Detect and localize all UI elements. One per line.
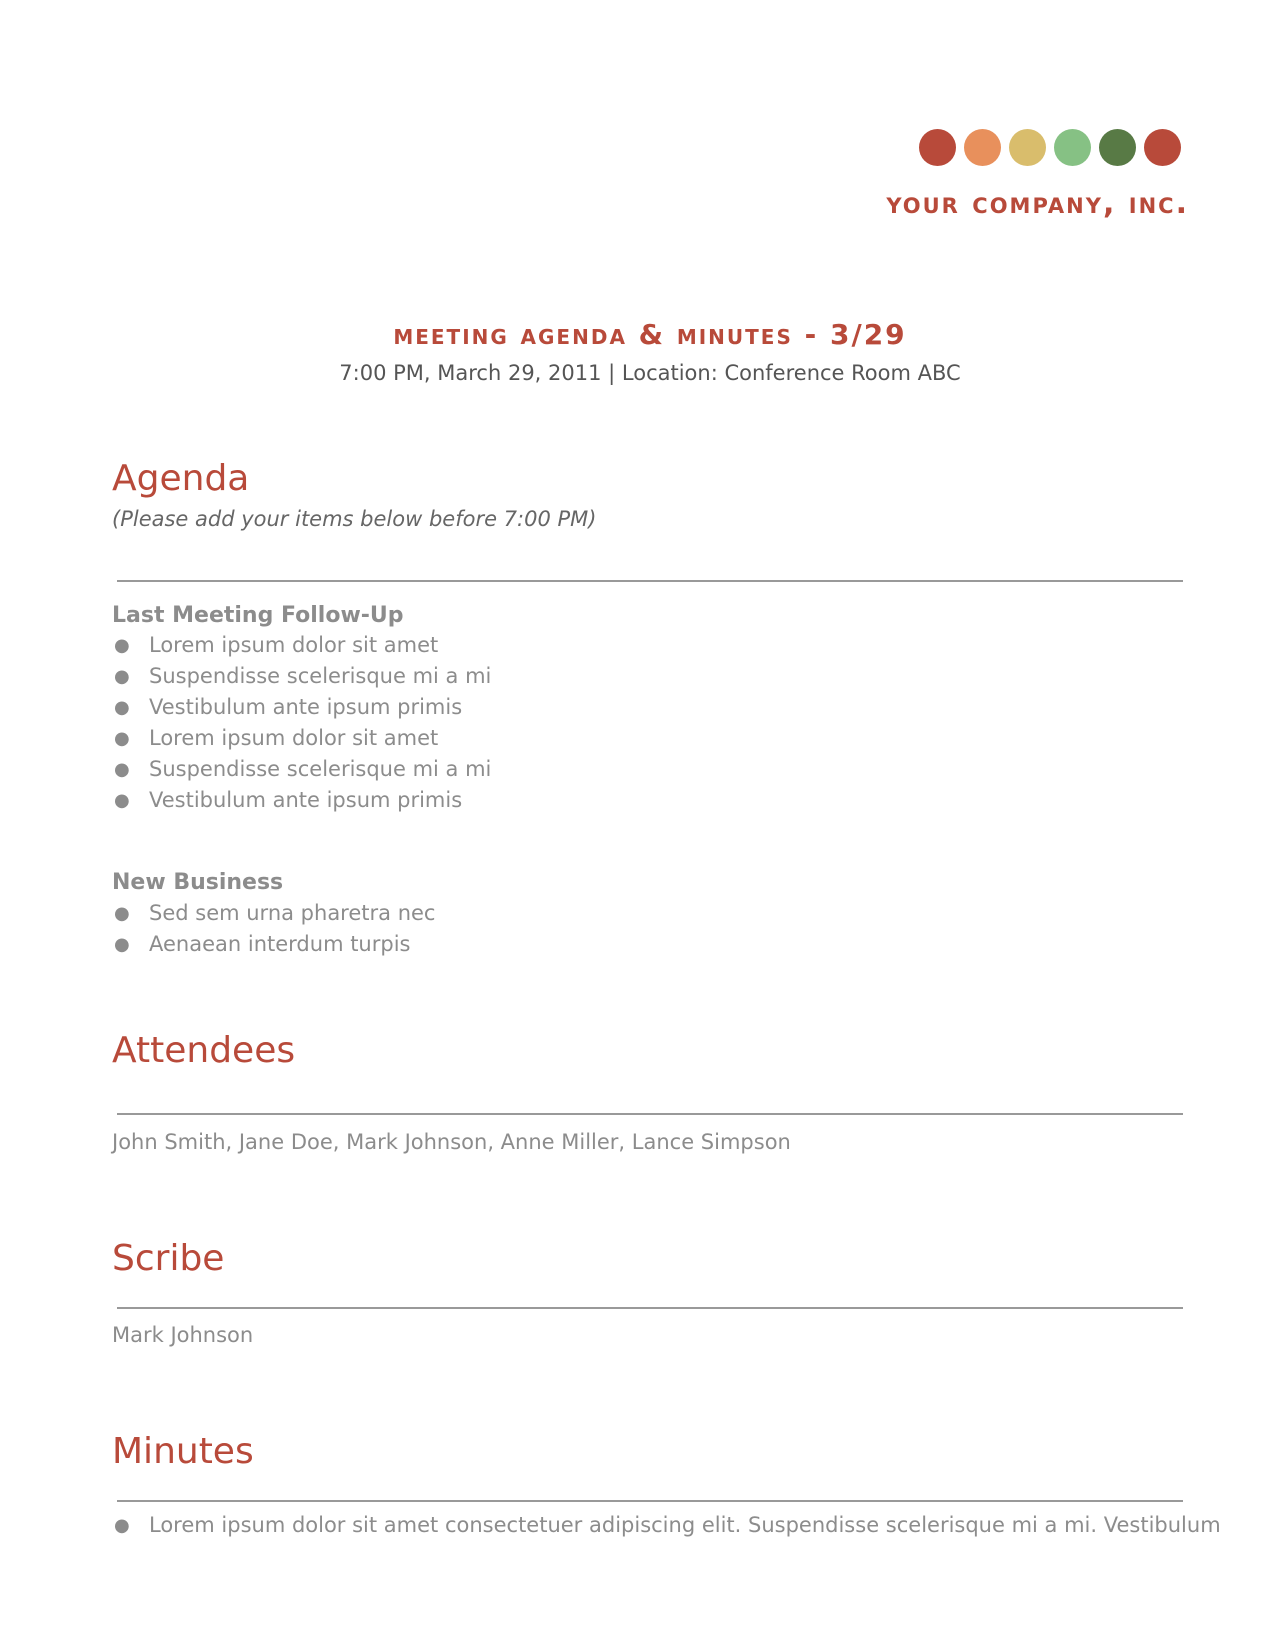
- logo-dot-3: [1009, 129, 1046, 166]
- list-item-text: Lorem ipsum dolor sit amet: [149, 633, 439, 657]
- list-item: [112, 723, 491, 754]
- meeting-subtitle: 7:00 PM, March 29, 2011 | Location: Conference Room ABC: [339, 361, 961, 385]
- bullet-icon: ●: [114, 934, 130, 955]
- list-item: [112, 692, 491, 723]
- agenda-group-heading: New Business: [112, 870, 284, 895]
- list-item: [112, 661, 491, 692]
- list-item: [112, 785, 491, 816]
- agenda-note: (Please add your items below before 7:00 PM): [112, 507, 597, 531]
- bullet-icon: ●: [114, 697, 130, 718]
- logo-dot-2: [964, 129, 1001, 166]
- logo-dot-4: [1054, 129, 1091, 166]
- logo-dot-1: [919, 129, 956, 166]
- list-item: [112, 929, 435, 960]
- list-item-text: Lorem ipsum dolor sit amet consectetuer adipiscing elit. Suspendisse scelerisque mi a mi. Vestibulum: [149, 1513, 1221, 1537]
- list-item: [112, 754, 491, 785]
- list-item: [112, 630, 491, 661]
- list-item: [112, 1510, 1221, 1541]
- bullet-icon: ●: [114, 1515, 130, 1536]
- bullet-icon: ●: [114, 903, 130, 924]
- bullet-icon: ●: [114, 728, 130, 749]
- minutes-divider: [117, 1500, 1183, 1502]
- bullet-icon: ●: [114, 635, 130, 656]
- attendees-divider: [117, 1113, 1183, 1115]
- company-name: your company, inc.: [886, 186, 1189, 221]
- bullet-icon: ●: [114, 759, 130, 780]
- agenda-divider: [117, 580, 1183, 582]
- list-item-text: Aenaean interdum turpis: [149, 932, 411, 956]
- scribe-divider: [117, 1307, 1183, 1309]
- list-item: [112, 898, 435, 929]
- list-item-text: Suspendisse scelerisque mi a mi: [149, 664, 492, 688]
- meeting-title: meeting agenda & minutes - 3/29: [393, 318, 907, 351]
- list-item-text: Suspendisse scelerisque mi a mi: [149, 757, 492, 781]
- agenda-group-list: [112, 898, 435, 960]
- list-item-text: Sed sem urna pharetra nec: [149, 901, 436, 925]
- agenda-group-list: [112, 630, 491, 816]
- logo-dot-5: [1099, 129, 1136, 166]
- attendees-heading: Attendees: [112, 1030, 296, 1071]
- minutes-list: [112, 1510, 1221, 1541]
- minutes-heading: Minutes: [112, 1431, 254, 1472]
- list-item-text: Lorem ipsum dolor sit amet: [149, 726, 439, 750]
- company-logo-dots: [919, 129, 1181, 167]
- agenda-heading: Agenda: [112, 458, 250, 499]
- logo-dot-6: [1144, 129, 1181, 166]
- attendees-list: John Smith, Jane Doe, Mark Johnson, Anne Miller, Lance Simpson: [112, 1130, 791, 1154]
- bullet-icon: ●: [114, 790, 130, 811]
- list-item-text: Vestibulum ante ipsum primis: [149, 695, 463, 719]
- list-item-text: Vestibulum ante ipsum primis: [149, 788, 463, 812]
- scribe-heading: Scribe: [112, 1238, 225, 1279]
- agenda-group-heading: Last Meeting Follow-Up: [112, 603, 404, 628]
- bullet-icon: ●: [114, 666, 130, 687]
- scribe-name: Mark Johnson: [112, 1323, 254, 1347]
